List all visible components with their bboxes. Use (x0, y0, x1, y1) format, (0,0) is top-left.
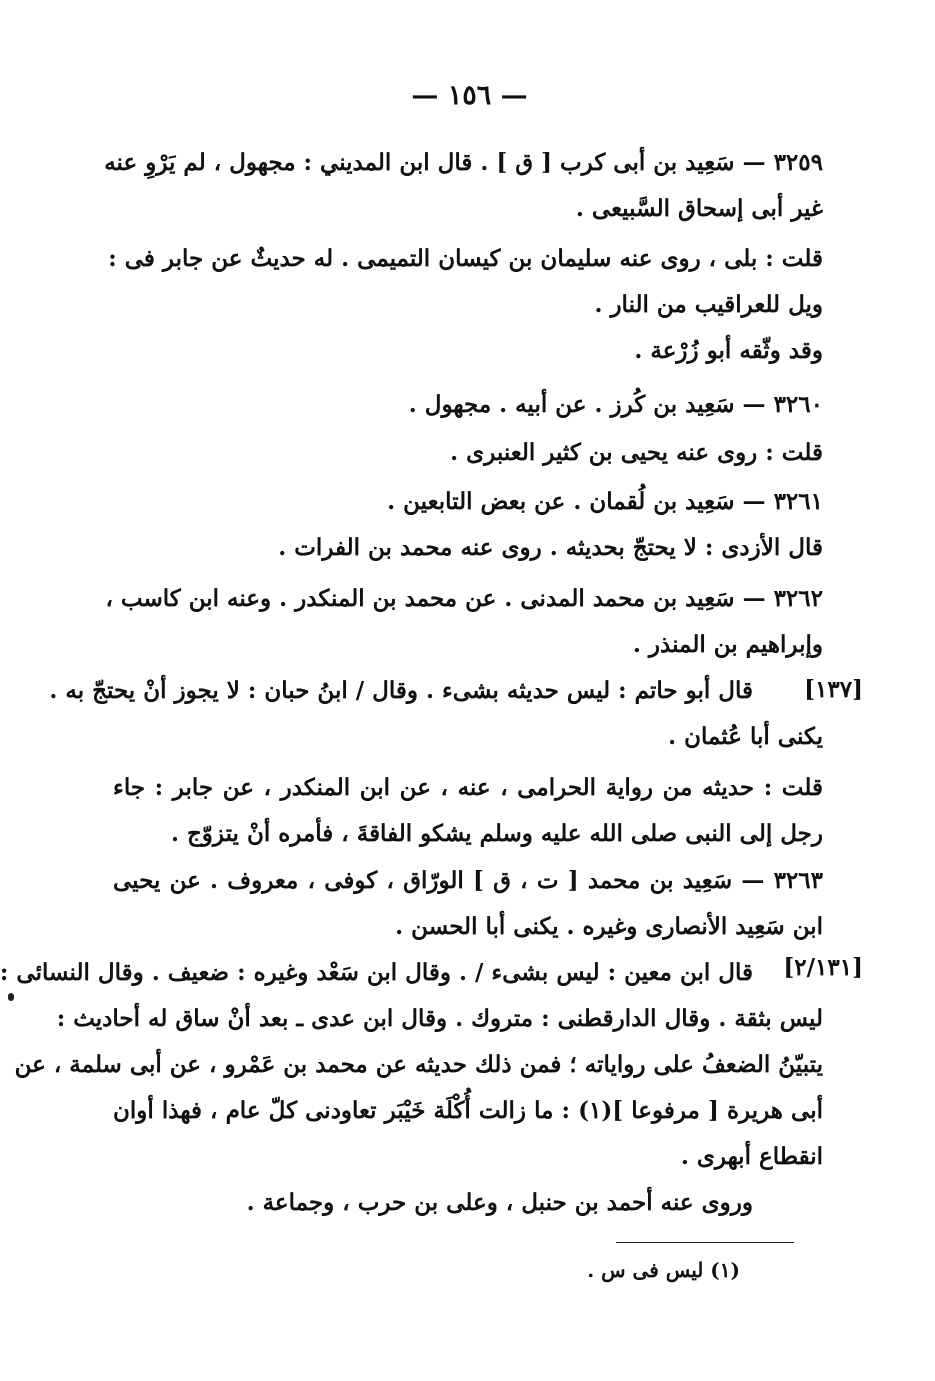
entry-3262 (49, 576, 823, 760)
entry-line: ٣٢٥٩ — سَعِيد بن أبى كرب [ ق ] . قال ابن المديني : مجهول ، لم يَرْوِ عنه (104, 149, 823, 176)
entry-line: غير أبى إسحاق السَّبيعى . (575, 195, 823, 222)
entry-line: قلت : روى عنه يحيى بن كثير العنبرى . (450, 439, 823, 466)
entry-3260-qultu (113, 430, 823, 476)
entry-line: يكنى أبا عُثمان . (668, 723, 823, 750)
entry-line: انقطاع أبهرى . (680, 1143, 823, 1170)
footnote: (١) ليس فى س . (587, 1258, 740, 1282)
entry-3260 (113, 382, 823, 428)
entry-line: ابن سَعِيد الأنصارى وغيره . يكنى أبا الحسن . (395, 913, 823, 940)
scan-artifact-dot (8, 993, 14, 1001)
entry-3259-qultu (108, 236, 823, 374)
entry-line: وإبراهيم بن المنذر . (632, 631, 823, 658)
entry-line: يتبيّنُ الضعفُ على رواياته ؛ فمن ذلك حديثه عن محمد بن عَمْرو ، عن أبى سلمة ، عن (14, 1051, 823, 1078)
entry-line: قال ابن معين : ليس بشىء / . وقال ابن سَعْد وغيره : ضعيف . وقال النسائى : (0, 959, 753, 986)
page-number: — ١٥٦ — (411, 80, 528, 111)
entry-line: ٣٢٦٣ — سَعِيد بن محمد [ ت ، ق ] الورّاق ، كوفى ، معروف . عن يحيى (113, 867, 823, 894)
entry-line: قلت : بلى ، روى عنه سليمان بن كيسان التميمى . له حديثٌ عن جابر فى : (108, 245, 823, 272)
footnote-divider (616, 1242, 794, 1243)
entry-3262-qultu (113, 765, 823, 857)
margin-page-marker: [١٣٧] (804, 676, 863, 703)
entry-line: ٣٢٦٢ — سَعِيد بن محمد المدنى . عن محمد بن المنكدر . وعنه ابن كاسب ، (105, 585, 823, 612)
entry-line: وروى عنه أحمد بن حنبل ، وعلى بن حرب ، وجماعة . (246, 1189, 753, 1216)
entry-line: ٣٢٦١ — سَعِيد بن لُقمان . عن بعض التابعين . (387, 488, 823, 515)
entry-line: ٣٢٦٠ — سَعِيد بن كُرز . عن أبيه . مجهول . (408, 391, 823, 418)
entry-line: قال الأزدى : لا يحتجّ بحديثه . روى عنه محمد بن الفرات . (278, 534, 823, 561)
entry-line: رجل إلى النبى صلى الله عليه وسلم يشكو الفاقةَ ، فأمره أنْ يتزوّج . (170, 820, 823, 847)
entry-3261 (113, 479, 823, 571)
entry-line: وقد وثّقه أبو زُرْعة . (634, 337, 823, 364)
entry-line: ليس بثقة . وقال الدارقطنى : متروك . وقال ابن عدى ـ بعد أنْ ساق له أحاديث : (56, 1005, 823, 1032)
entry-3259 (104, 140, 823, 232)
entry-3263 (0, 858, 823, 1226)
entry-line: قال أبو حاتم : ليس حديثه بشىء . وقال / ابنُ حبان : لا يجوز أنْ يحتجّ به . (49, 677, 753, 704)
entry-line: ويل للعراقيب من النار . (594, 291, 823, 318)
entry-line: أبى هريرة [ مرفوعا ](١) : ما زالت أُكْلَة خَيْبَر تعاودنى كلّ عام ، فهذا أوان (113, 1097, 823, 1124)
entry-line: قلت : حديثه من رواية الحرامى ، عنه ، عن ابن المنكدر ، عن جابر : جاء (113, 774, 823, 801)
margin-page-marker: [٢/١٣١] (783, 954, 863, 981)
